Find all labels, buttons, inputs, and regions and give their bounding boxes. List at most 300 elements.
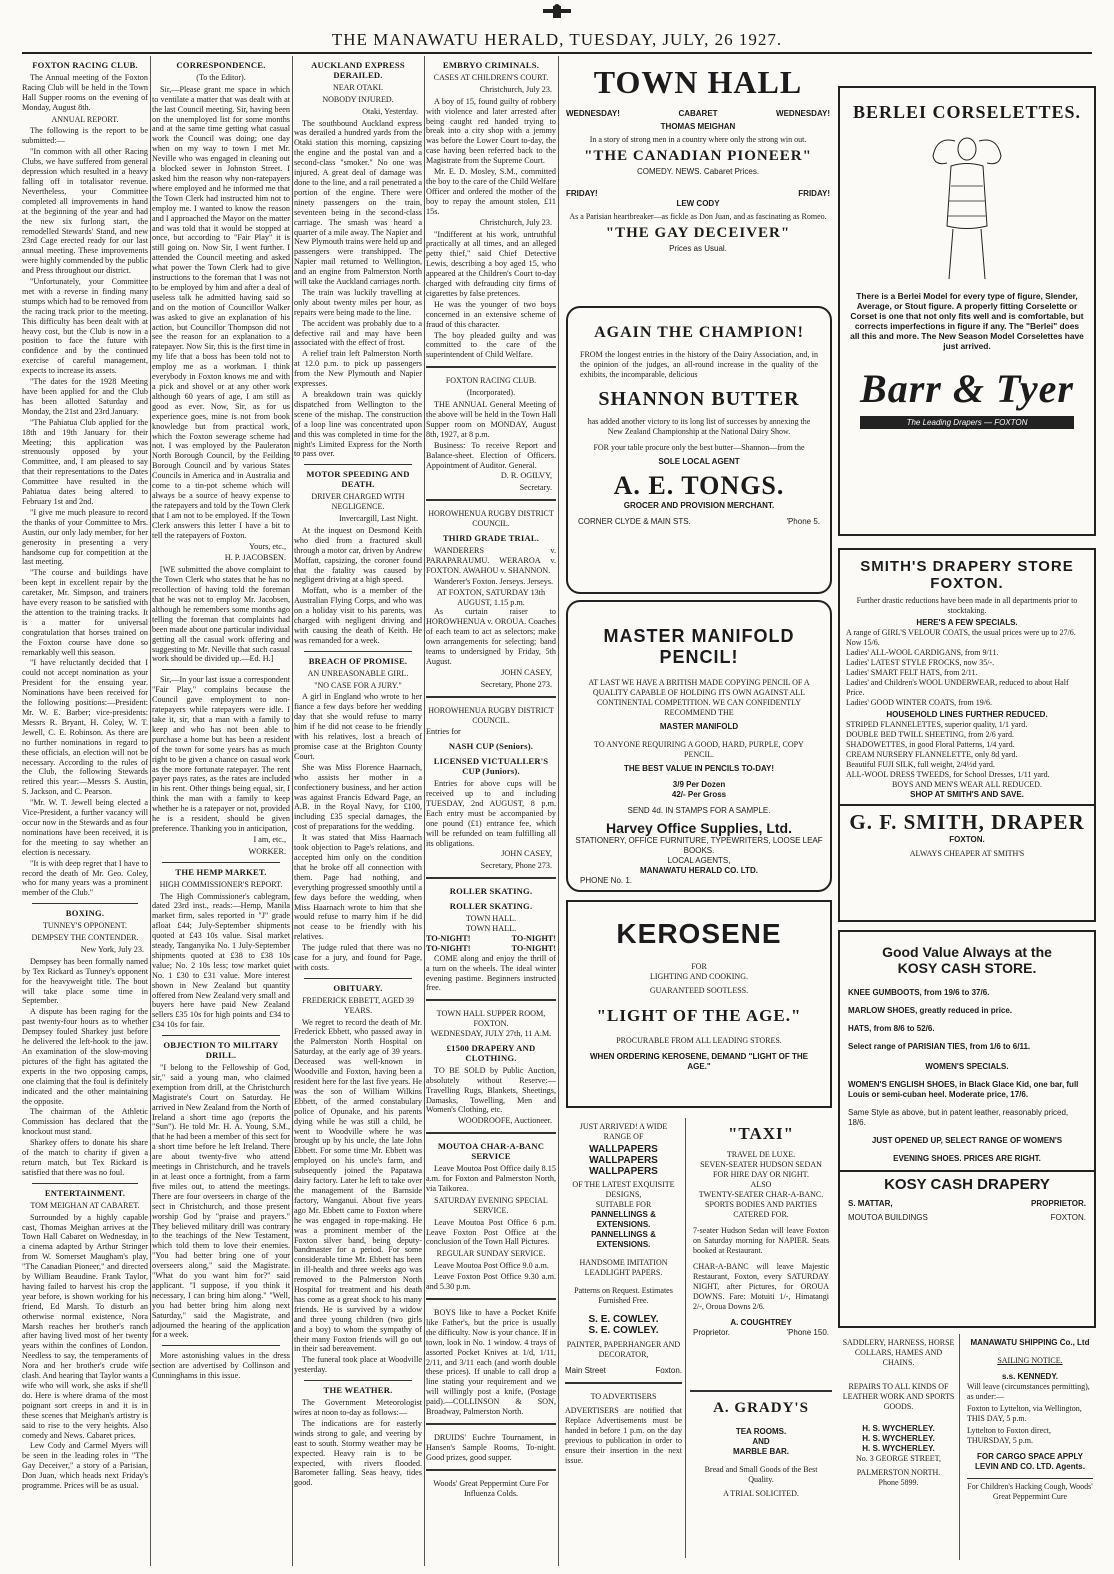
notice-paragraph: Business: To receive Report and Balance-sheet. Election of Officers. Appointment of Auditor. General.: [426, 440, 556, 470]
divider: [426, 1423, 556, 1427]
article-paragraph: The chairman of the Athletic Commission has declared that the knockout must stand.: [22, 1107, 148, 1137]
ad-phone: Phone 5899.: [878, 1478, 919, 1487]
notice-paragraph: Leave Foxton Post Office 9.30 a.m. and 5.30 p.m.: [426, 1272, 556, 1292]
article-paragraph: "In common with all other Racing Clubs, we have suffered from general depression which resulted in a heavy falling off in totalisator revenue. Nevertheless, your Committee completed all improvements in hand at the beginning of the year and had the new six furlong start, the remodelled Stewards' Stand, and new 23rd Cage erected ready for our last annual meeting. These improvements were highly commended by the public and Press throughout our district.: [22, 147, 148, 276]
ad-brand: A. COUGHTREY: [730, 1318, 792, 1327]
tonight-label: TO-NIGHT!: [511, 933, 556, 943]
ad-phone: 'Phone 5.: [786, 517, 820, 526]
ad-text: SEVEN-SEATER HUDSON SEDAN FOR HIRE DAY OR NIGHT.: [700, 1160, 822, 1179]
article-paragraph: "I give me much pleasure to record the thanks of your Committee to Mrs. Austin, our only lady member, for her generosity in presenting a very handsome cup for competition at the last meeting.: [22, 507, 148, 567]
article-subheading: NOBODY INJURED.: [322, 94, 394, 104]
ad-text: Will leave (circumstances permitting), as under:—: [967, 1382, 1090, 1401]
article-heading: FOXTON RACING CLUB.: [32, 60, 138, 70]
ad-brand: KOSY CASH DRAPERY: [884, 1176, 1050, 1193]
notice-paragraph: COME along and enjoy the thrill of a turn on the wheels. The ideal winter evening pastime. Beginners instructed free.: [426, 953, 556, 993]
masthead: [0, 0, 1114, 52]
ad-address: Main Street: [565, 1366, 606, 1375]
article-subheading: "NO CASE FOR A JURY.": [314, 680, 402, 690]
ad-day: WEDNESDAY!: [566, 109, 620, 118]
ad-address: PALMERSTON NORTH.: [856, 1468, 941, 1477]
article-paragraph: Surrounded by a highly capable cast, Thomas Meighan arrives at the Town Hall Cabaret on Wednesday, in a cinema adapted by Arthur Stringer from W. Somerset Maugham's play, "The Canadian Pioneer," and directed by William Beaudine. Frank Taylor, having failed to harvest his crop the year before, is shown working for his friend, Ed Marsh. To disturb an otherwise normal existence, Nora Marsh reaches her brother's ranch after having lived most of her twenty years within the confines of London. Needless to say, the temperaments of Nora and her brother's crude wife clash. And hearing that Taylor wants a wife who will work, she asks if she'll do. Here is where drama of the most poignant sort creeps in and it is in these scenes that Meighan's artistry is said to rise to the very heights. Also comedy and News. Cabaret prices.: [22, 1212, 148, 1440]
ad-owner: S. MATTAR,: [848, 1199, 893, 1208]
ad-text: has added another victory to its long list of successes by annexing the New Zealand Championship at the National Dairy Show.: [587, 417, 811, 436]
ad-item: Ladies' ALL-WOOL CARDIGANS, from 9/11.: [846, 648, 999, 657]
kerosene-advert: [566, 900, 832, 1108]
ad-text: GUARANTEED SOOTLESS.: [649, 986, 749, 995]
ad-brand: A. E. TONGS.: [613, 471, 785, 500]
article-heading: THE HEMP MARKET.: [175, 866, 267, 877]
ad-label: HOUSEHOLD LINES FURTHER REDUCED.: [886, 710, 1048, 719]
article-heading: BREACH OF PROMISE.: [308, 655, 408, 666]
ad-text: CHAR-A-BANC will leave Majestic Restaurant, Foxton, every SATURDAY NIGHT, after Pictures, for OROUA DOWNS. Fare: Motuiti 1/-, Himatangi 2/-, Oroua Downs 2/6.: [693, 1262, 829, 1311]
article-paragraph: "Indifferent at his work, untruthful practically at all times, and an alleged petty thief," said Chief Detective Lewis, describing a boy aged 15, who appeared at the Children's Court to-day charged with defrauding city firms of cigarettes by false pretences.: [426, 229, 556, 298]
divider: [426, 366, 556, 370]
article-paragraph: The Government Meteorologist wires at noon to-day as follows:—: [294, 1398, 422, 1417]
article-paragraph: "The Pahiatua Club applied for the 18th and 19th January for their Meeting; this application was strenuously opposed by your Committee, and, I am pleased to say that their representations to the Dates Committee have resulted in the Pahiatua dates being altered to February 1st and 2nd.: [22, 417, 148, 506]
column-3: [294, 56, 422, 1566]
ad-item: EVENING SHOES. PRICES ARE RIGHT.: [893, 1154, 1041, 1163]
ad-text: Foxton to Lyttelton, via Wellington, THIS DAY, 5 p.m.: [967, 1404, 1082, 1423]
article-paragraph: At the inquest on Desmond Keith who died from a fractured skull through a motor car, driven by Andrew Moffatt, capsizing, the coroner found that the fatality was caused by negligent driving at a high speed.: [294, 525, 422, 585]
ad-address: Foxton.: [655, 1366, 682, 1375]
ad-item: MARLOW SHOES, greatly reduced in price.: [848, 1006, 1013, 1015]
article-paragraph: Sir,—In your last issue a correspondent "Fair Play," complains because the Council gave employment to non-ratepayers while ratepayers were idle. I take it, sir, that a man with a family to keep and who has not been able to purchase a home but has been a resident of the town for some years has as much right to be given a chance on casual work as the more fortunate ratepayer. The rent payer pays rates, as the rates are included in his rent. Other things being equal, sir, I think the man with a family to keep whether he is a ratepayer or not, provided he is a resident, should be given preference. Thanking you in anticipation,: [152, 675, 290, 833]
article-paragraph: She was Miss Florence Haarnach, who assists her mother in a confectionery business, and her action was against Francis Edward Page, an A.B. in the Royal Navy, for £100, including £35 special damages, the cost of preparations for the wedding.: [294, 762, 422, 832]
article-subheading: AN UNREASONABLE GIRL.: [307, 668, 409, 678]
ad-film: "THE GAY DECEIVER": [605, 225, 791, 241]
ad-label: PANNELLINGS & EXTENSIONS.: [591, 1230, 656, 1249]
ad-title: KEROSENE: [616, 918, 782, 949]
berlei-corselettes-advert: [838, 86, 1096, 536]
divider: [426, 999, 556, 1003]
ad-brand: H. S. WYCHERLEY.: [862, 1444, 935, 1453]
article-heading: MOTOR SPEEDING AND DEATH.: [306, 469, 410, 490]
column-4: [426, 56, 556, 1566]
signature: JOHN CASEY,: [501, 849, 552, 859]
notice-heading: TOWN HALL SUPPER ROOM, FOXTON.: [436, 1009, 546, 1029]
ad-label: TEA ROOMS.: [735, 1427, 787, 1436]
article-paragraph: Lew Cody and Carmel Myers will be seen in the leading roles in "The Gay Deceiver," a story of a Parisian, Don Juan, which heads next Friday's programme. Prices will be as usual.: [22, 1441, 148, 1491]
divider: [426, 1469, 556, 1473]
divider: [426, 1132, 556, 1136]
article-paragraph: We regret to record the death of Mr. Frederick Ebbett, who passed away in the Palmerston North Hospital on Saturday, at the early age of 39 years. Deceased was well-known in Woodville and Foxton, having been a resident here for the last five years. He was the son of William Wilkins Ebbett, of the armed constabulary police of Opunake, and his parents dying while he was still a child, he went to Woodville where he was brought up by his uncle, the late John Ebbett. For some time Mr. Ebbett was employed on his uncle's farm, and subsequently joined the Papatawa dairy factory. Later he left to take over the management of the Barnside factory, Wanganui. About five years ago Mr. Ebbett came to Foxton where he was engaged in rope-making. He was a prominent member of the Foxton silver band, being deputy-bandmaster for a period. For some considerable time Mr. Ebbett has been in ill-health and three weeks ago was removed to the Palmerston North Hospital for treatment and his death has come as a great shock to his many friends. He is survived by a widow and three young children (two girls and a boy) to whom the sympathy of their many Foxton friends will go out in their sad bereavement.: [294, 1017, 422, 1354]
ad-label: CABARET: [678, 109, 718, 118]
article-paragraph: The indications are for easterly winds strong to gale, and veering by east to south. Stormy weather may be expected. Heavy rain is to be expected, with rivers flooded. Barometer falling. Seas heavy, tides good.: [294, 1418, 422, 1488]
notice-paragraph: THE ANNUAL General Meeting of the above will be held in the Town Hall Supper room on MONDAY, August 8th, 1927, at 8 p.m.: [426, 400, 556, 439]
ad-text: ALSO: [750, 1180, 772, 1189]
article-heading: THE WEATHER.: [323, 1385, 393, 1396]
divider: [162, 669, 280, 670]
ad-title: SMITH'S DRAPERY STORE: [860, 558, 1074, 575]
ad-item: Select range of PARISIAN TIES, from 1/6 to 6/11.: [848, 1042, 1031, 1051]
article-paragraph: A dispute has been raging for the past twenty-four hours as to whether Dempsey fouled Sharkey just before he delivered the left-hook to the jaw. An examination of the slow-moving pictures of the fight has agitated the experts in the two opposing camps, one claiming that the foul is definitely indicated and the other maintaining the opposite.: [22, 1007, 148, 1106]
ad-brand: WALLPAPERS: [589, 1166, 658, 1177]
article-paragraph: Sir,—Please grant me space in which to ventilate a matter that was dealt with at the last Council meeting. Sir, having been on the unemployed list for some months and at the same time getting what casual work the Council was doing; one day when on my way to town I met Mr. Neville who was engaged in cleaning out a blocked sewer in Johnston Street. I asked him the reason why non-ratepayers where employed and he informed me that the Town Clerk had instructed him not to employ me. I wanted to know the reason and I approached the Mayor on the matter and was told that it would be stopped at once, but according to "Fair Play" it is still going on. Now Sir, I went further. I attended the Council meeting and asked what power the Town Clerk had to give instructions to the foreman that I was not to be employed by him and after a deal of useless talk he admitted having said so and on the motion of Councillor Walker was asked to give an explanation of his action, but Councillor Thompson did not see the reason for an explanation to a ratepayer. Now Sir, this is the first time in my life that a boss has been told not to employ me as a workman. I think everybody in Foxton knows me and with a pick and shovel or at any other work although 60 years of age, I am still as good as ever. Now, Sir, as for us experience goes, mine is not from book knowledge but from practical work, which the Foxton sewerage scheme had not. I was employed by the Pauleraton North Borough Council, by the Feilding Borough Council and by various States Councils in America and in Australia and come to a tin-pot scheme which will always be a source of heavy expense to the ratepayers and told by the Town Clerk that I am not to be employed. If the Town Clerk answers this letter I have a bit to tell the ratepayers of Foxton.: [152, 84, 290, 540]
article-subheading: (To the Editor).: [196, 72, 246, 82]
column-divider: [424, 56, 425, 1566]
divider: [426, 696, 556, 700]
article-paragraph: The accident was probably due to a defective rail and may have been associated with the effect of frost.: [294, 318, 422, 348]
ad-text: LOCAL AGENTS,: [667, 856, 731, 865]
divider: [162, 862, 280, 863]
ad-label: MASTER MANIFOLD: [659, 722, 739, 731]
tonight-label: TO-NIGHT!: [426, 933, 471, 943]
tonight-label: TO-NIGHT!: [426, 943, 471, 953]
signature: I am, etc.,: [253, 834, 286, 844]
ad-address: MOUTOA BUILDINGS: [848, 1213, 928, 1222]
ad-star: THOMAS MEIGHAN: [660, 122, 736, 131]
article-paragraph: "The course and buildings have been kept in excellent repair by the caretaker, Mr. Simpson, and trainers have every reason to be satisfied with the attention to the training tracks. It is a matter for universal congratulation that horses trained on the Foxton course have done so remarkably well this season.: [22, 568, 148, 657]
notice-heading: ROLLER SKATING.: [449, 901, 533, 912]
ad-item: DOUBLE BED TWILL SHEETING, from 2/6 yard.: [846, 730, 1014, 739]
notice-heading: FOXTON RACING CLUB.: [445, 376, 537, 386]
article-paragraph: Dempsey has been formally named by Tex Rickard as Tunney's opponent for the heavyweight title. The bout will take place some time in September.: [22, 956, 148, 1006]
ad-label: SAILING NOTICE.: [997, 1356, 1063, 1365]
article-paragraph: He was the younger of two boys concerned in an extensive scheme of fraud of this character.: [426, 299, 556, 329]
ad-text: TWENTY-SEATER CHAR-A-BANC.: [698, 1190, 824, 1199]
ad-title: "TAXI": [727, 1124, 795, 1143]
ad-label: HERE'S A FEW SPECIALS.: [916, 618, 1018, 627]
signature: WORKER.: [248, 846, 286, 856]
signature: H. P. JACOBSEN.: [224, 553, 286, 563]
ad-text: FOR CARGO SPACE APPLY LEVIN AND CO. LTD. Agents.: [975, 1452, 1085, 1471]
divider: [565, 1382, 682, 1386]
ad-text: PAINTER, PAPERHANGER AND DECORATOR,: [566, 1340, 681, 1359]
article-paragraph: The following is the report to be submitted:—: [22, 126, 148, 146]
ad-brand: Harvey Office Supplies, Ltd.: [606, 820, 792, 836]
editor-note: [WE submitted the above complaint to the Town Clerk who states that he has no recollection of having told the foreman that he was not to employ Mr. Jacobsen, although he remembers some months ago telling the foreman that complaints had been made about one particular individual getting all the casual work offering and suggesting to Mr. Neville that such casual work should be divided up.—Ed. H.]: [152, 565, 290, 664]
dateline: New York, July 23.: [80, 944, 144, 954]
ad-address: CORNER CLYDE & MAIN STS.: [578, 517, 691, 526]
notice-heading: MOUTOA CHAR-A-BANC SERVICE: [437, 1141, 545, 1162]
ad-day: WEDNESDAY!: [776, 109, 830, 118]
ad-text: Patterns on Request. Estimates Furnished Free.: [574, 1286, 673, 1305]
article-paragraph: A relief train left Palmerston North at 12.0 p.m. to pick up passengers from the New Plymouth and Napier expresses.: [294, 349, 422, 389]
article-subheading: DEMPSEY THE CONTENDER.: [31, 933, 139, 943]
ad-text: FOR: [691, 962, 707, 971]
shannon-butter-advert: [566, 306, 832, 594]
article-subheading: TUNNEY'S OPPONENT.: [43, 921, 127, 931]
article-heading: ENTERTAINMENT.: [44, 1187, 126, 1198]
notice-venue: AT FOXTON, SATURDAY 13th AUGUST, 1.15 p.m.: [436, 587, 546, 607]
article-paragraph: The southbound Auckland express was derailed a hundred yards from the Otaki station this morning, capsizing the engine and the postal van and a second-class "smoker." No one was injured. A great deal of damage was done to the line, and a rail penetrated a portion of the engine. There were ninety passengers on the train, seventeen being in the second-class carriage. The smash was heard a quarter of a mile away. The Napier and New Plymouth trains were held up and passengers were transhipped. The Napier mail returned to Wellington, and an engine from Palmerston North will take the Auckland carriages north.: [294, 118, 422, 287]
dateline: Invercargill, Last Night.: [339, 513, 418, 523]
ad-item: Beautiful FUJI SILK, full weight, 2/4½d yard.: [846, 760, 995, 769]
article-subheading: FREDERICK EBBETT, AGED 39 YEARS.: [302, 995, 414, 1015]
ad-item: CREAM NURSERY FLANNELETTE, only 8d yard.: [846, 750, 1018, 759]
ad-text: Lyttelton to Foxton direct, THURSDAY, 5 p.m.: [967, 1426, 1051, 1445]
ad-title: KOSY CASH STORE.: [897, 960, 1037, 976]
ad-item: A range of GIRL'S VELOUR COATS, the usual prices were up to 27/6. Now 15/6.: [846, 628, 1076, 647]
ad-label: WOMEN'S SPECIALS.: [925, 1062, 1009, 1071]
ad-star: LEW CODY: [676, 199, 720, 208]
ad-brand: S. E. COWLEY.: [588, 1314, 659, 1325]
wallpaper-advert: [562, 1118, 686, 1558]
gradys-tea-rooms-advert: [690, 1390, 832, 1560]
signature: D. R. OGILVY,: [500, 471, 552, 481]
article-paragraph: More astonishing values in the dress section are advertised by Collinson and Cunninghams in this issue.: [152, 1351, 290, 1381]
ad-label: MARBLE BAR.: [733, 1447, 789, 1456]
column-divider: [292, 56, 293, 1566]
ad-text: BOYS AND MEN'S WEAR ALL REDUCED.: [892, 780, 1042, 789]
notice-subheading: SATURDAY EVENING SPECIAL SERVICE.: [434, 1195, 548, 1215]
article-paragraph: The judge ruled that there was no case for a jury, and found for Page, with costs.: [294, 943, 422, 972]
ad-text: OF THE LATEST EXQUISITE DESIGNS,: [572, 1180, 675, 1199]
ad-text: SEND 4d. IN STAMPS FOR A SAMPLE.: [627, 806, 771, 815]
article-paragraph: The High Commissioner's cablegram, dated 23rd inst., reads:—Hemp, Manila market firm, sales reported in "J" grade afloat £44; July-September shipments quoted at £43 10s value. Sisal market steady, Tanganyika No. 1 July-September shipments quoted at £38 to £38 10s value; No. 2 10s less; tow market quiet No. 1 £30 to £31 value. More interest shown in New Zealand but quantity offered from New Zealand very small and buyers here have paid New Zealand sellers £35 10s for high points and £34 to £34 10s for fair.: [152, 891, 290, 1030]
signature: Secretary.: [519, 483, 552, 493]
crest-emblem-icon: [540, 4, 574, 20]
ad-item: WOMEN'S ENGLISH SHOES, in Black Glace Kid, one bar, full Louis or semi-cuban heel. Moderate price, 17/6.: [848, 1080, 1079, 1099]
ad-title: FOXTON.: [930, 575, 1004, 592]
ad-day: FRIDAY!: [566, 189, 598, 198]
article-paragraph: "I have reluctantly decided that I could not accept nomination as your President for the ensuing year. Nominations have been received for the following positions:—President: Mr. W. E. Barber; vice-presidents: Messrs R. Bryant, H. Coley, W. T. Jewell, C. E. Robinson. As there are no further nominations in regard to these officials, an election will not be necessary. According to the rules of the Club, the following Stewards retired this year:—Messrs S. Austin, S. Jackson, and C. Pearson.: [22, 658, 148, 797]
article-subheading: CASES AT CHILDREN'S COURT.: [433, 72, 549, 82]
ad-item: ALL-WOOL DRESS TWEEDS, for School Dresses, 1/11 yard.: [846, 770, 1050, 779]
notice-paragraph: WANDERERS v. PARAPARAUMU. WERAROA v. FOXTON. AWAHOU v. SHANNON.: [426, 545, 556, 575]
ad-item: SHADOWETTES, in good Floral Patterns, 1/4 yard.: [846, 740, 1015, 749]
notice-subheading: THIRD GRADE TRIAL.: [442, 533, 540, 544]
ad-label: Proprietor.: [693, 1328, 730, 1337]
article-subheading: DRIVER CHARGED WITH NEGLIGENCE.: [311, 492, 405, 512]
divider: [32, 1183, 138, 1184]
ad-brand: S. E. COWLEY.: [588, 1325, 659, 1336]
article-paragraph: "Mr. W. T. Jewell being elected a Vice-President, a further vacancy will occur now in the Stewards and as four nominations have been received, it is for the meeting to say whether an election is necessary.: [22, 798, 148, 857]
ad-text: SUITABLE FOR: [595, 1200, 652, 1209]
ad-brand: H. S. WYCHERLEY.: [862, 1424, 935, 1433]
ad-title: AGAIN THE CHAMPION!: [594, 324, 804, 341]
divider: [426, 877, 556, 881]
notice-heading: HOROWHENUA RUGBY DISTRICT COUNCIL.: [428, 705, 554, 725]
notice-venue: TOWN HALL.: [465, 914, 517, 924]
ad-brand: G. F. SMITH, DRAPER: [849, 810, 1085, 834]
article-heading: OBJECTION TO MILITARY DRILL.: [163, 1040, 279, 1061]
article-subheading: TOM MEIGHAN AT CABARET.: [30, 1200, 140, 1210]
ad-label: AND: [752, 1437, 770, 1446]
notice-text: Entries for: [426, 727, 461, 737]
kosy-cash-store-advert: [838, 930, 1096, 1328]
ad-item: HATS, from 8/6 to 52/6.: [848, 1024, 935, 1033]
ad-item: Ladies' LATEST STYLE FROCKS, now 35/-.: [846, 658, 995, 667]
notice-date: WEDNESDAY, JULY 27th, 11 A.M.: [430, 1029, 552, 1039]
notice-paragraph: BOYS like to have a Pocket Knife like Father's, but the price is usually the difficulty. Now is your chance. If in town, look in No. 1 window. 4 trays of assorted Pocket Knives at 1/d, 1/11, 2/11, and 3/11 each (and worth double these prices). If unable to call drop a line stating your requirement and we will willingly post a knife, (Postage paid).—COLLINSON & SON, Broadway, Palmerston North.: [426, 1307, 556, 1417]
article-paragraph: Moffatt, who is a member of the Australian Flying Corps, and who was on a holiday visit to his parents, was charged with negligent driving and with causing the death of Keith. He was remanded for a week.: [294, 586, 422, 645]
ad-title: MANAWATU SHIPPING Co., Ltd: [970, 1338, 1090, 1347]
ad-label: TO ADVERTISERS: [590, 1392, 657, 1401]
signature: WOODROOFE, Auctioneer.: [458, 1116, 552, 1126]
ad-label: THE BEST VALUE IN PENCILS TO-DAY!: [623, 764, 775, 773]
ad-day: FRIDAY!: [798, 189, 830, 198]
notice-heading: HOROWHENUA RUGBY DISTRICT COUNCIL.: [428, 509, 554, 529]
town-hall-advert: [562, 58, 834, 298]
saddlery-advert: [838, 1334, 960, 1560]
divider: [426, 1298, 556, 1302]
ad-slogan: "LIGHT OF THE AGE.": [596, 1006, 802, 1025]
ad-title: MASTER MANIFOLD: [603, 626, 795, 646]
ad-text: AT LAST WE HAVE A BRITISH MADE COPYING PENCIL OF A QUALITY CAPABLE OF HOLDING ITS OWN AGAINST ALL CONTINENTAL COMPETITION. WE CAN CONFIDENTLY RECOMMEND THE: [588, 678, 810, 717]
ad-text: JUST ARRIVED! A WIDE RANGE OF: [579, 1122, 668, 1141]
ad-title: A. GRADY'S: [713, 1400, 809, 1416]
notice-paragraph: DRUIDS' Euchre Tournament, in Hansen's Sample Rooms, To-night. Good prizes, good supper.: [426, 1432, 556, 1462]
article-heading: OBITUARY.: [333, 982, 383, 993]
smiths-drapery-advert: [838, 548, 1096, 922]
notice-heading: ROLLER SKATING.: [449, 886, 533, 897]
article-paragraph: "I belong to the Fellowship of God, sir," said a young man, who claimed exemption from drill, at the Christchurch Magistrate's Court on Saturday. He arrived in New Zealand from the North of Ireland a short time ago (reports the "Sun"). He told Mr. H. A. Young, S.M., that he had been a member of this sect for a short time before he left Ireland. There are about twenty-five who attend meetings in Christchurch, and he travels in at least once a fortnight, from a farm five miles out, to attend the meetings. There are four overseers in charge of the sect in Christchurch, and those present worship God by "praise and prayers." They believed military drill was contrary to the teachings of the New Testament, which told them to love their enemies. "You had better bring one of your overseers along," said the Magistrate. "What do you want him for?" said applicant. "I suppose, if you think it necessary, I can bring him along." "Well, you had better bring him along next Saturday," said the Magistrate, and adjourned the hearing of the application for a week.: [152, 1063, 290, 1340]
article-paragraph: The boy pleaded guilty and was committed to the care of the superintendent of Child Welfare.: [426, 330, 556, 360]
ad-item: KNEE GUMBOOTS, from 19/6 to 37/6.: [848, 988, 990, 997]
article-paragraph: The funeral took place at Woodville yesterday.: [294, 1355, 422, 1375]
ad-title: BERLEI CORSELETTES.: [852, 102, 1082, 122]
column-divider: [150, 56, 151, 1566]
ad-title: TOWN HALL: [593, 64, 803, 100]
article-paragraph: A boy of 15, found guilty of robbery with violence and later arrested after being caught red handed trying to break into a city shop with a jemmy was before the Lower Court to-day, the case having been referred back to the Magistrate from the Supreme Court.: [426, 96, 556, 166]
dateline: Christchurch, July 23.: [479, 84, 552, 94]
ad-film: "THE CANADIAN PIONEER": [584, 148, 812, 164]
notice-paragraph: Leave Moutoa Post Office daily 8.15 a.m. for Foxton and Palmerston North, via Taikorea.: [426, 1164, 556, 1193]
ad-brand: WALLPAPERS: [589, 1155, 658, 1166]
ad-text: TRAVEL DE LUXE.: [726, 1150, 796, 1159]
notice-paragraph: Entries for above cups will be received up to and including TUESDAY, 2nd AUGUST, 8 p.m. Each entry must be accompanied by one pound (£1) entrance fee, which will be refunded on team fulfilling all its obligations.: [426, 779, 556, 848]
ad-brand: WALLPAPERS: [589, 1144, 658, 1155]
ad-slogan: ALWAYS CHEAPER AT SMITH'S: [909, 849, 1025, 858]
article-subheading: NEAR OTAKI.: [332, 82, 384, 92]
article-subheading: ANNUAL REPORT.: [51, 114, 119, 124]
shipping-notice-advert: [964, 1334, 1096, 1560]
ad-brand: SHANNON BUTTER: [598, 388, 800, 410]
ad-title: Good Value Always at the: [882, 944, 1052, 960]
ad-address: No. 3 GEORGE STREET,: [856, 1454, 941, 1463]
ad-text: LIGHTING AND COOKING.: [650, 972, 748, 981]
ad-label: SOLE LOCAL AGENT: [658, 457, 740, 466]
notice-subheading: (Incorporated).: [466, 388, 516, 398]
ad-text: WHEN ORDERING KEROSENE, DEMAND "LIGHT OF THE AGE.": [589, 1052, 809, 1071]
ad-label: PANNELLINGS & EXTENSIONS.: [591, 1210, 656, 1229]
ad-text: PROCURABLE FROM ALL LEADING STORES.: [616, 1036, 782, 1045]
ad-item: Ladies' GOOD WINTER COATS, from 19/6.: [846, 698, 992, 707]
divider: [32, 903, 138, 904]
article-paragraph: "The dates for the 1928 Meeting have been applied for and the Club has been allotted Saturday and Monday, the 21st and 23rd January.: [22, 377, 148, 416]
column-divider: [558, 56, 559, 1566]
divider: [162, 1035, 280, 1036]
ad-tagline: The Leading Drapers — FOXTON: [860, 416, 1074, 429]
ad-text: There is a Berlei Model for every type of figure, Slender, Average, or Stout figure. A properly fitting Corselette or Corset is one that not only fits well and is comfortable, but corrects imperfections in figure if any. The "Berlei" does all this and more. The New Season Model Corselettes have just arrived.: [850, 291, 1084, 351]
ad-price: 3/9 Per Dozen: [672, 780, 726, 789]
article-paragraph: "Unfortunately, your Committee met with a reverse in finding many stumps which had to be removed from the racing track prior to the meeting. This difficulty has been dealt with at heavy cost, but the Club is now in a position to face the future with confidence and by the continued exercise of careful management, expects to increase its assets.: [22, 277, 148, 376]
article-paragraph: "It is with deep regret that I have to record the death of Mr. Geo. Coley, who for many years was a prominent member of the Club.": [22, 858, 148, 898]
masthead-title: THE MANAWATU HERALD, TUESDAY, JULY, 26 1927.: [331, 30, 783, 49]
column-2: [152, 56, 290, 1566]
ad-text: Bread and Small Goods of the Best Quality.: [704, 1465, 818, 1484]
ad-phone: 'Phone 150.: [786, 1328, 829, 1337]
signature: JOHN CASEY,: [501, 667, 552, 677]
ad-extras: COMEDY. NEWS. Cabaret Prices.: [636, 167, 760, 176]
ad-text: SPORTS BODIES AND PARTIES CATERED FOR.: [705, 1200, 817, 1219]
ad-text: Further drastic reductions have been made in all departments prior to stocktaking.: [856, 596, 1078, 615]
ad-text: REPAIRS TO ALL KINDS OF LEATHER WORK AND SPORTS GOODS.: [842, 1382, 955, 1411]
ad-phone: PHONE No. 1.: [580, 876, 633, 885]
ad-text: A TRIAL SOLICITED.: [723, 1489, 799, 1498]
ad-text: STATIONERY, OFFICE FURNITURE, TYPEWRITERS, LOOSE LEAF BOOKS.: [575, 836, 823, 855]
divider: [304, 651, 412, 652]
notice-subheading: REGULAR SUNDAY SERVICE.: [436, 1249, 546, 1259]
barr-tyer-logo: Barr & Tyer: [860, 366, 1074, 411]
ad-brand: s.s. KENNEDY.: [1001, 1372, 1059, 1381]
notice-paragraph: TO BE SOLD by Public Auction, absolutely without Reserve:—Travelling Rugs, Blankets, Sheetings, Damasks, Towelling, Men and Women's Clothing, etc.: [426, 1065, 556, 1115]
taxi-advert: [690, 1118, 832, 1386]
ad-text: FOR your table procure only the best butter—Shannon—from the: [593, 443, 805, 452]
tonight-label: TO-NIGHT!: [511, 943, 556, 953]
article-paragraph: A breakdown train was quickly dispatched from Wellington to the scene of the mishap. The construction of a loop line was concentrated upon and this was completed in time for the night's Limited Express for the North to pass over.: [294, 390, 422, 459]
corselette-figure-icon: [907, 131, 1027, 281]
masthead-rule: [22, 52, 1092, 54]
ad-item: Ladies' SMART FELT HATS, from 2/11.: [846, 668, 978, 677]
signature: Yours, etc.,: [249, 541, 286, 551]
ad-label: FOXTON.: [949, 835, 985, 844]
article-paragraph: A girl in England who wrote to her fiance a few days before her wedding day that she would refuse to marry him if he did not cease to be friendly with his relatives, lost a breach of promise case at the Brighton County Court.: [294, 692, 422, 761]
notice-paragraph: Wanderer's Foxton. Jerseys. Jerseys.: [434, 576, 554, 586]
article-paragraph: It was stated that Miss Haarnach took objection to Page's relations, and accepted him only on the condition that he broke off all connection with them. Page had nothing, and everything progressed smoothly until a few days before the wedding, when Miss Haarnach wrote to him that she would refuse to marry him if he did not cease to be friendly with his relatives.: [294, 833, 422, 942]
notice-paragraph: As curtain raiser to HOROWHENUA v. OROUA. Coaches of each team to act as selectors; make own arrangements for selecting; band teams to undersigned by Friday, 5th August.: [426, 607, 556, 666]
article-heading: BOXING.: [65, 908, 105, 919]
divider: [304, 1380, 412, 1381]
divider: [162, 1345, 280, 1346]
ad-title: PENCIL!: [659, 647, 739, 667]
divider: [304, 464, 412, 465]
ad-item: JUST OPENED UP, SELECT RANGE OF WOMEN'S: [871, 1136, 1063, 1145]
article-paragraph: The train was luckily travelling at only about twenty miles per hour, as repairs were being made to the line.: [294, 287, 422, 317]
ad-label: PROPRIETOR.: [1031, 1199, 1086, 1208]
ad-tagline: In a story of strong men in a country where only the strong win out.: [589, 135, 807, 144]
ad-text: For Children's Hacking Cough, Woods' Great Peppermint Cure: [967, 1482, 1093, 1501]
article-heading: AUCKLAND EXPRESS DERAILED.: [311, 60, 405, 80]
ad-item: STRIPED FLANNELETTES, superior quality, 1/1 yard.: [846, 720, 1028, 729]
signature: Secretary, Phone 273.: [480, 679, 552, 689]
article-paragraph: The Annual meeting of the Foxton Racing Club will be held in the Town Hall Supper rooms on the evening of Monday, August 8th.: [22, 72, 148, 112]
ad-text: TO ANYONE REQUIRING A GOOD, HARD, PURPLE, COPY PENCIL.: [594, 740, 804, 759]
ad-address: FOXTON.: [1050, 1213, 1086, 1222]
notice-subheading: £1500 DRAPERY AND CLOTHING.: [446, 1043, 536, 1063]
ad-text: SADDLERY, HARNESS, HORSE COLLARS, HAMES AND CHAINS.: [842, 1338, 955, 1367]
divider: [304, 978, 412, 979]
dateline: Christchurch, July 23.: [479, 217, 552, 227]
notice-subheading: NASH CUP (Seniors).: [448, 741, 534, 752]
article-paragraph: Mr. E. D. Mosley, S.M., committed the boy to the care of the Child Welfare Officer and ordered the mother of the boy to repay the amount stolen, £11 15s.: [426, 167, 556, 216]
divider: [426, 499, 556, 503]
ad-label: GROCER AND PROVISION MERCHANT.: [623, 501, 775, 510]
notice-venue: TOWN HALL.: [465, 923, 517, 933]
article-paragraph: Sharkey offers to donate his share of the match to charity if given a return match, but Tex Rickard is satisfied that there was no foul.: [22, 1138, 148, 1177]
notice-text: Woods' Great Peppermint Cure For Influenza Colds.: [433, 1478, 549, 1498]
ad-text: MANAWATU HERALD CO. LTD.: [640, 866, 758, 875]
notice-paragraph: Leave Moutoa Post Office 9.0 a.m.: [434, 1261, 549, 1271]
ad-extras: Prices as Usual.: [669, 244, 727, 253]
notice-subheading: LICENSED VICTUALLER'S CUP (Juniors).: [433, 756, 549, 777]
notice-paragraph: Leave Moutoa Post Office 6 p.m. Leave Foxton Post Office at the conclusion of the Town Hall Pictures.: [426, 1217, 556, 1247]
article-subheading: HIGH COMMISSIONER'S REPORT.: [159, 879, 283, 889]
master-manifold-pencil-advert: [566, 600, 832, 892]
ad-text: FROM the longest entries in the history of the Dairy Association, and, in the opinion of the judges, an all-round increase in the quality of the exhibits, the incomparable, delicious: [580, 350, 818, 379]
column-1: [22, 56, 148, 1566]
article-heading: CORRESPONDENCE.: [176, 60, 266, 70]
ad-text: 7-seater Hudson Sedan will leave Foxton on Saturday morning for NAPIER. Seats booked at Restaurant.: [693, 1226, 829, 1255]
ad-text: ADVERTISERS are notified that Replace Advertisements must be handed in before 1 p.m. on the day previous to publication in order to ensure their insertion in the next issue.: [565, 1406, 682, 1465]
ad-price: 42/- Per Gross: [671, 790, 727, 799]
ad-text: HANDSOME IMITATION LEADLIGHT PAPERS.: [579, 1258, 668, 1277]
dateline: Otaki, Yesterday.: [362, 106, 418, 116]
ad-brand: H. S. WYCHERLEY.: [862, 1434, 935, 1443]
ad-text: SHOP AT SMITH'S AND SAVE.: [910, 790, 1024, 799]
ad-item: Same Style as above, but in patent leather, reasonably priced, 18/6.: [848, 1108, 1069, 1127]
